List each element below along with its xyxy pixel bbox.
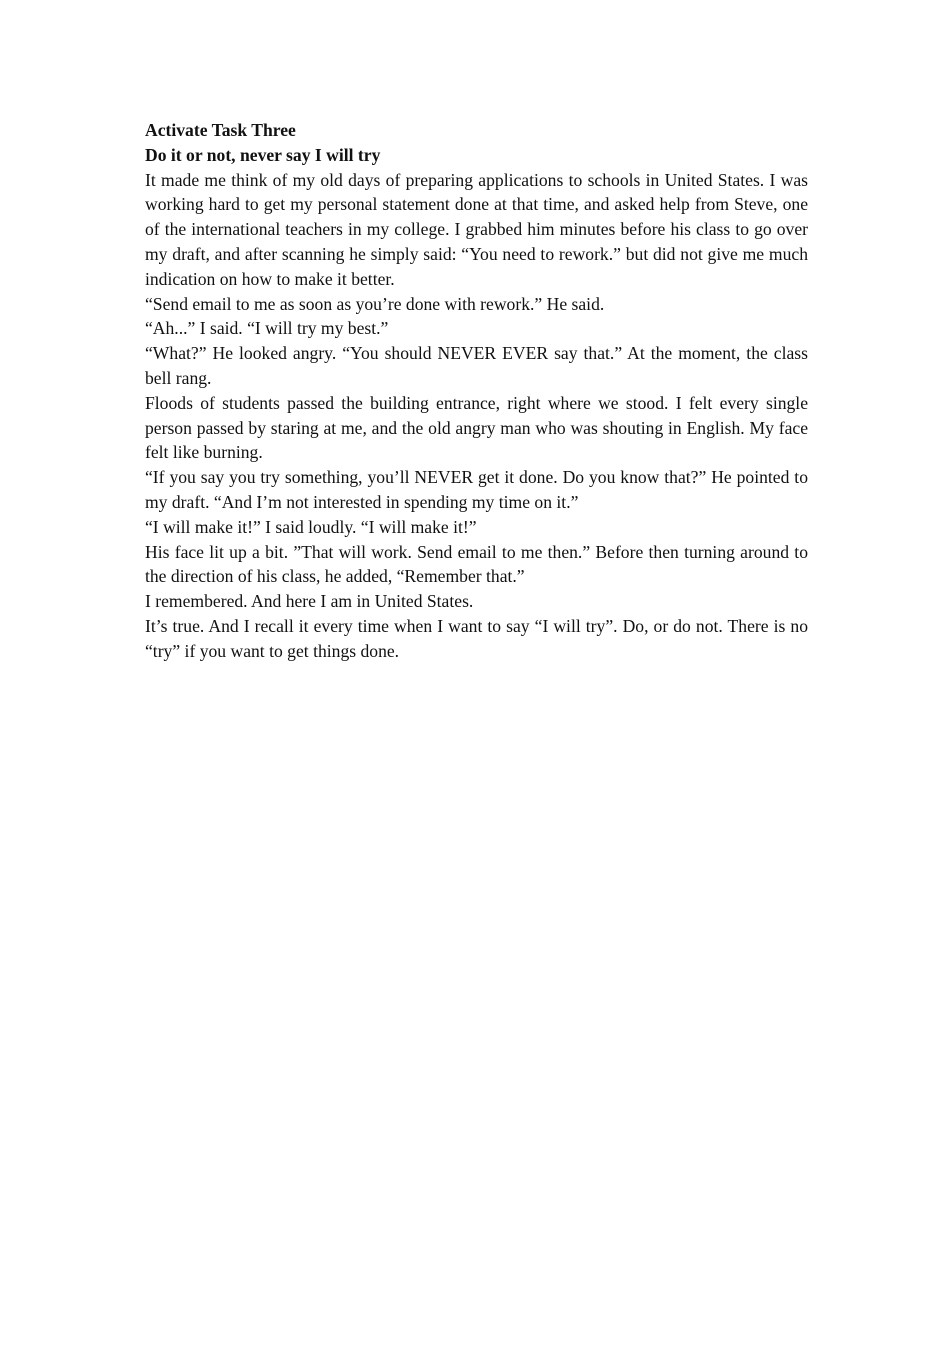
paragraph-intro: It made me think of my old days of preparing applications to schools in United States. I was working hard to get my personal statement done at that time, and asked help from Steve, one of the international teachers in my college. I grabbed him minutes before his class to go over my draft, and after scanning he simply said: “You need to rework.” but did not give me much indication on how to make it better. — [145, 169, 808, 289]
paragraph-if-you-say: “If you say you try something, you’ll NEVER get it done. Do you know that?” He pointed to my draft. “And I’m not interested in spending my time on it.” — [145, 467, 808, 512]
document-body — [145, 118, 808, 664]
paragraph-what: “What?” He looked angry. “You should NEVER EVER say that.” At the moment, the class bell rang. — [145, 343, 808, 388]
document-subtitle: Do it or not, never say I will try — [145, 144, 381, 165]
paragraph-send-email: “Send email to me as soon as you’re done with rework.” He said. — [145, 293, 605, 314]
paragraph-make-it: “I will make it!” I said loudly. “I will make it!” — [145, 516, 477, 537]
paragraph-floods: Floods of students passed the building entrance, right where we stood. I felt every single person passed by staring at me, and the old angry man who was shouting in English. My face felt like burning. — [145, 392, 808, 463]
paragraph-remembered: I remembered. And here I am in United States. — [145, 591, 474, 612]
paragraph-conclusion: It’s true. And I recall it every time when I want to say “I will try”. Do, or do not. There is no “try” if you want to get things done. — [145, 615, 808, 661]
document-title: Activate Task Three — [145, 120, 296, 140]
paragraph-try-best: “Ah...” I said. “I will try my best.” — [145, 318, 389, 339]
paragraph-face-lit: His face lit up a bit. ”That will work. Send email to me then.” Before then turning around to the direction of his class, he added, “Remember that.” — [145, 541, 808, 587]
